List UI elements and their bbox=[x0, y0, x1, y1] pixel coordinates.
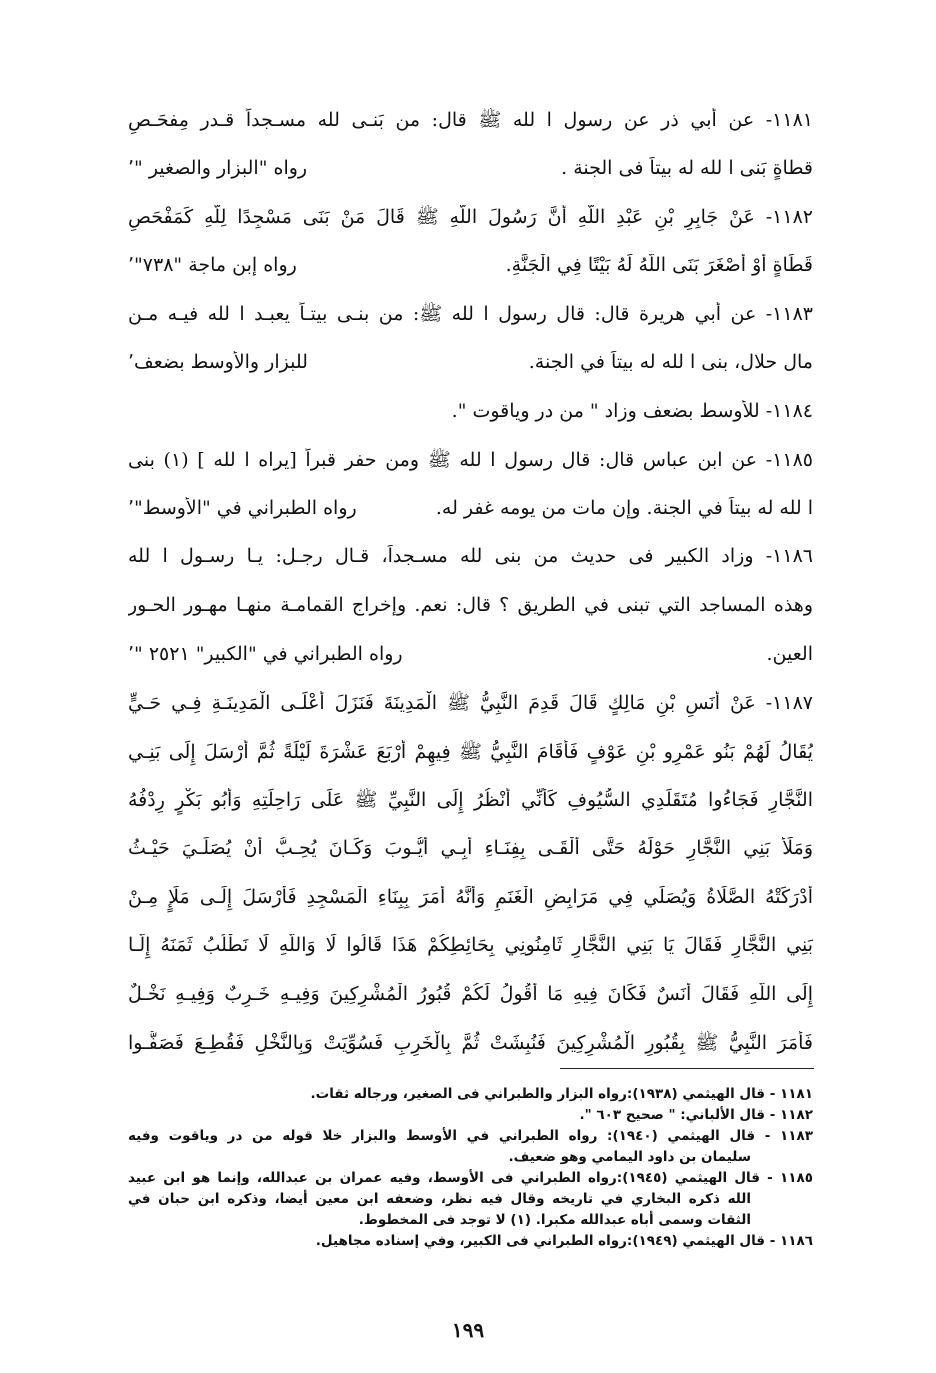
text-line bbox=[128, 351, 813, 400]
footnote-line: ١١٨٦ - قال الهيثمي (١٩٤٩):رواه الطبراني فى الكبير، وفي إسناده مجاهيل. bbox=[315, 1233, 813, 1249]
text-line: إِلَى اللَّهِ فَقَالَ أَنَسٌ فَكَانَ فِيهِ مَا أَقُولُ لَكُمْ قُبُورُ الْمُشْرِكِينَ وَفِيـهِ خَـرِبٌ وَفِيـهِ نَخْـلٌ bbox=[128, 982, 813, 1005]
source-citation: رواه الطبراني في "الكبير" ٢٥٢١ "٬ bbox=[128, 642, 403, 665]
source-citation: رواه إبن ماجة "٧٣٨"٬ bbox=[128, 253, 297, 276]
hadith-text-block bbox=[128, 108, 813, 1080]
text-line bbox=[128, 157, 813, 206]
footnote-line: ١١٨٢ - قال الألباني: " صحيح ٦٠٣ ". bbox=[579, 1107, 813, 1123]
text-line: وَمَلَأُ بَنِي النَّجَّارِ حَوْلَهُ حَتَّى أَلْقَـى بِفِنَـاءِ أَبِـي أَيُّـوبَ وَكَـانَ يُحِـبُّ أَنْ يُصَلِّـيَ حَيْـثُ bbox=[128, 836, 813, 859]
footnote-line: ١١٨٥ - قال الهيثمي (١٩٤٥):رواه الطبراني فى الأوسط، وفيه عمران بن عبدالله، وإنما هو ابن عبيد bbox=[128, 1170, 813, 1186]
text-line bbox=[128, 497, 813, 546]
footnote-line: الثقات وسمى أباه عبدالله مكبرا. (١) لا توجد فى المخطوط. bbox=[358, 1212, 751, 1228]
text-line: ١١٨٧- عَنْ أَنَسِ بْنِ مَالِكٍ قَالَ قَدِمَ النَّبِيُّ ﷺ الْمَدِينَةَ فَنَزَلَ أَعْلَـى الْمَدِينَـةِ فِـي حَـيٍّ bbox=[128, 692, 813, 715]
text-line: ١١٨٥- عن ابن عباس قال: قال رسول ا لله ﷺ ومن حفر قبراً [يراه ا لله ] (١) بنى bbox=[128, 449, 813, 472]
footnote-line: ١١٨١ - قال الهيثمي (١٩٣٨):رواه البزار والطبراني فى الصغير، ورجاله ثقات. bbox=[310, 1086, 813, 1102]
line-text: قَطَاةٍ أَوْ أَصْغَرَ بَنَى اللَّهُ لَهُ بَيْتًا فِي الْجَنَّةِ. bbox=[505, 253, 813, 276]
text-line bbox=[128, 254, 813, 303]
text-line: ١١٨٣- عن أبي هريرة قال: قال رسول ا لله ﷺ: من بنـى بيتـاً يعبـد ا لله فيـه مـن bbox=[128, 303, 813, 326]
text-line: ١١٨٤- للأوسط بضعف وزاد " من در وياقوت ". bbox=[451, 399, 813, 422]
text-line: فَأَمَرَ النَّبِيُّ ﷺ بِقُبُورِ الْمُشْرِكِينَ فَنُبِشَتْ ثُمَّ بِالْخَرِبِ فَسُوِّيَتْ وَبِالنَّخْلِ فَقُطِـعَ فَصَفُّـوا bbox=[128, 1032, 813, 1055]
source-citation: للبزار والأوسط بضعف٬ bbox=[128, 350, 308, 373]
source-citation: رواه "البزار والصغير "٬ bbox=[128, 156, 308, 179]
line-text: ا لله له بيتاً في الجنة. وإن مات من يومه غفر له. bbox=[435, 496, 813, 519]
text-line: وهذه المساجد التي تبنى في الطريق ؟ قال: نعم. وإخراج القمامـة منهـا مهـور الحـور bbox=[128, 593, 813, 616]
footnote-line: الله ذكره البخاري في تاريخه وقال فيه نظر، وضعفه ابن معين أيضا، وذكره ابن حبان في bbox=[128, 1191, 751, 1207]
text-line: أَدْرَكَتْهُ الصَّلَاةُ وَيُصَلِّي فِي مَرَابِضِ الْغَنَمِ وَأَنَّهُ أَمَرَ بِبِنَاءِ الْمَسْجِدِ فَأَرْسَلَ إِلَـى مَلَإٍ مِـنْ bbox=[128, 885, 813, 908]
page-number: ١٩٩ bbox=[451, 1318, 485, 1342]
footnote-line: سليمان بن داود اليمامي وهو ضعيف. bbox=[508, 1149, 751, 1165]
line-text: العين. bbox=[766, 642, 813, 665]
text-line: يُقَالُ لَهُمْ بَنُو عَمْرِو بْنِ عَوْفٍ فَأَقَامَ النَّبِيُّ ﷺ فِيهِمْ أَرْبَعَ عَشْرَةَ لَيْلَةً ثُمَّ أَرْسَلَ إِلَى بَنِـي bbox=[128, 740, 813, 763]
footnote-line: ١١٨٣ - قال الهيثمي (١٩٤٠): رواه الطبراني في الأوسط والبزار خلا قوله من در وياقوت وفيه bbox=[128, 1128, 813, 1144]
footnote-divider bbox=[560, 1068, 814, 1069]
text-line: النَّجَّارِ فَجَاءُوا مُتَقَلِّدِي السُّيُوفِ كَأَنِّي أَنْظُرُ إِلَى النَّبِيِّ ﷺ عَلَى رَاحِلَتِهِ وَأَبُو بَكْرٍ رِدْفُهُ bbox=[128, 789, 813, 812]
text-line: ١١٨٢- عَنْ جَابِرِ بْنِ عَبْدِ اللَّهِ أَنَّ رَسُولَ اللَّهِ ﷺ قَالَ مَنْ بَنَى مَسْجِدًا لِلَّهِ كَمَفْحَصِ bbox=[128, 206, 813, 229]
line-text: قطاةٍ بَنى ا لله له بيتاً فى الجنة . bbox=[561, 156, 813, 179]
text-line: ١١٨٦- وزاد الكبير فى حديث من بنى لله مسـجداً، قـال رجـل: يـا رسـول ا لله bbox=[128, 545, 813, 568]
line-text: مال حلال، بنى ا لله له بيتاً في الجنة. bbox=[528, 350, 813, 373]
source-citation: رواه الطبراني في "الأوسط"٬ bbox=[128, 496, 357, 519]
text-line: ١١٨١- عن أبي ذر عن رسول ا لله ﷺ قال: من بَنـى لله مسـجداً قـدر مِفحَـصِ bbox=[128, 109, 813, 131]
footnotes-block bbox=[128, 1084, 813, 1252]
text-line: بَنِي النَّجَّارِ فَقَالَ يَا بَنِي النَّجَّارِ ثَامِنُونِي بِحَائِطِكُمْ هَذَا قَالُوا لَا وَاللَّهِ لَا نَطْلُبُ ثَمَنَهُ إِلَّـا bbox=[128, 934, 813, 957]
text-line bbox=[128, 643, 813, 692]
